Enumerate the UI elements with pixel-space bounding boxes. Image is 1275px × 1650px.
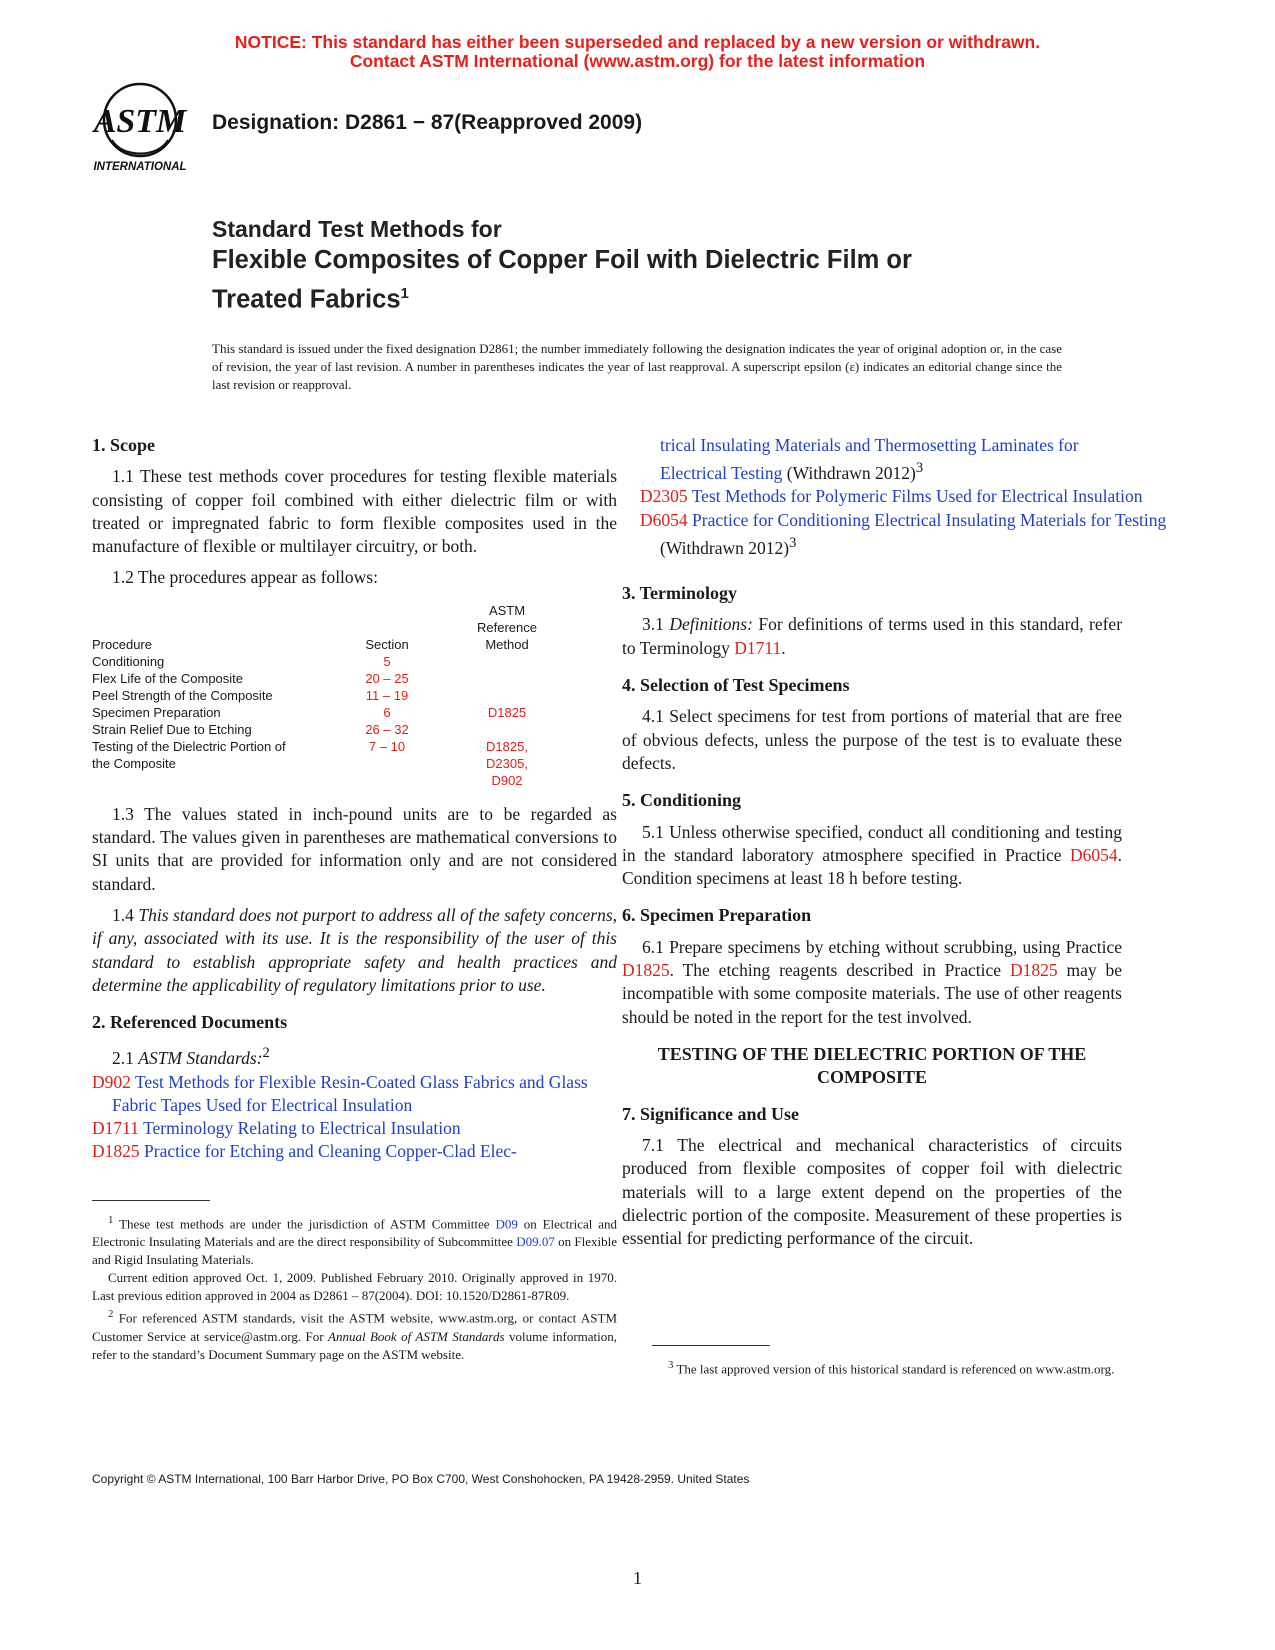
- document-title: [212, 214, 1112, 317]
- paragraph: [92, 1042, 617, 1070]
- table-cell[interactable]: 6: [383, 704, 391, 720]
- committee-link[interactable]: D09: [495, 1216, 518, 1232]
- copyright-line: Copyright © ASTM International, 100 Barr Harbor Drive, PO Box C700, West Conshohocken, PA 19428-2959. United States: [92, 1472, 750, 1486]
- paragraph: 1.1 These test methods cover procedures for testing flexible materials consisting of copper foil combined with either dielectric film or with treated or impregnated fabric to form flexible composites used in the manufacture of flexible or multilayer circuitry, or both.: [92, 466, 617, 557]
- supersede-notice: [0, 33, 1275, 71]
- table-row: [92, 687, 572, 704]
- table-row: [92, 653, 572, 670]
- standard-link[interactable]: D1825: [622, 960, 670, 980]
- paragraph-number: 2.1: [112, 1048, 134, 1069]
- table-cell: [442, 721, 572, 738]
- title-line-2: Flexible Composites of Copper Foil with Dielectric Film or: [212, 246, 912, 274]
- paragraph: 1.3 The values stated in inch-pound units are to be regarded as standard. The values given in parentheses are mathematical conversions to SI units that are provided for information only and are not considered standard.: [92, 803, 617, 894]
- table-cell[interactable]: D902: [491, 772, 523, 788]
- table-cell: Specimen Preparation: [92, 704, 221, 720]
- astm-logo: [92, 82, 192, 174]
- table-cell: [442, 653, 572, 670]
- right-column: [622, 434, 1182, 1259]
- designation: Designation: D2861 − 87(Reapproved 2009): [212, 111, 643, 134]
- section-heading: 3. Terminology: [622, 583, 738, 604]
- paragraph-text: 5.1 Unless otherwise specified, conduct all conditioning and testing in the standard laboratory atmosphere specified in Practice: [622, 821, 1122, 865]
- reference-title[interactable]: Test Methods for Polymeric Films Used for Electrical Insulation: [691, 486, 1143, 507]
- footnote-mark: 2: [262, 1045, 270, 1062]
- paragraph-text: .: [781, 637, 786, 658]
- paragraph-number: 1.4: [112, 904, 134, 925]
- reference-code[interactable]: D902: [92, 1071, 131, 1092]
- footnote-text: on Flexible and Rigid Insulating Materials.: [92, 1234, 618, 1268]
- logo-letters: ASTM: [93, 103, 187, 140]
- table-row: [92, 670, 572, 687]
- table-header: Reference: [477, 619, 537, 635]
- table-row: [92, 755, 572, 772]
- reference-title[interactable]: Test Methods for Flexible Resin-Coated Glass Fabrics and Glass Fabric Tapes Used for Electrical Insulation: [112, 1071, 588, 1115]
- reference-title[interactable]: Practice for Etching and Cleaning Copper-Clad Elec-: [144, 1141, 517, 1162]
- footnote-mark: 3: [789, 535, 797, 552]
- footnote-text: Annual Book of ASTM Standards: [328, 1328, 505, 1344]
- table-cell[interactable]: 5: [383, 653, 391, 669]
- paragraph-number: 3.1: [642, 614, 664, 635]
- reference-code[interactable]: D2305: [640, 486, 688, 507]
- table-row: [92, 721, 572, 738]
- table-row: [92, 772, 572, 789]
- table-cell[interactable]: 11 – 19: [365, 687, 409, 703]
- section-heading: 5. Conditioning: [622, 790, 742, 811]
- withdrawn-note: (Withdrawn 2012): [660, 537, 790, 558]
- part-heading: TESTING OF THE DIELECTRIC PORTION OF THE COMPOSITE: [657, 1043, 1087, 1087]
- footnote-divider: [652, 1345, 770, 1346]
- reference-item[interactable]: [92, 1140, 617, 1163]
- table-header: ASTM: [488, 602, 526, 618]
- footnote: [92, 1211, 617, 1269]
- paragraph-text: . Condition specimens at least 18 h before testing.: [622, 844, 1122, 889]
- table-cell[interactable]: 7 – 10: [368, 738, 406, 754]
- title-line-3: Treated Fabrics: [212, 285, 401, 314]
- reference-title[interactable]: Terminology Relating to Electrical Insulation: [143, 1118, 461, 1139]
- footnote: [652, 1356, 1182, 1378]
- paragraph: [622, 821, 1122, 891]
- withdrawn-note: (Withdrawn 2012): [786, 463, 916, 484]
- astm-standards-label: ASTM Standards:: [138, 1048, 263, 1069]
- paragraph-text: 6.1 Prepare specimens by etching without scrubbing, using Practice: [642, 936, 1122, 957]
- safety-statement: This standard does not purport to address all of the safety concerns, if any, associated with its use. It is the responsibility of the user of this standard to establish appropriate safety and health practices and determine the applicability of regulatory limitations prior to use.: [92, 904, 618, 995]
- table-cell[interactable]: D1825,: [486, 738, 528, 754]
- title-footnote-mark: 1: [400, 285, 409, 302]
- reference-title[interactable]: trical Insulating Materials and Thermosetting Laminates for Electrical Testing: [660, 435, 1079, 484]
- definitions-label: Definitions:: [669, 614, 753, 635]
- table-cell: Conditioning: [92, 653, 165, 669]
- page-number: 1: [633, 1568, 642, 1588]
- footnotes-right: [652, 1345, 1182, 1378]
- paragraph-text: For definitions of terms used in this standard, refer to Terminology: [622, 614, 1123, 658]
- paragraph: 4.1 Select specimens for test from portions of material that are free of obvious defects, unless the purpose of the test is to evaluate these defects.: [622, 706, 1122, 773]
- table-header: Method: [485, 636, 529, 652]
- table-header: Section: [365, 636, 409, 652]
- standard-link[interactable]: D6054: [1069, 844, 1118, 865]
- reference-item[interactable]: [640, 509, 1182, 560]
- footnote-text: These test methods are under the jurisdiction of ASTM Committee: [119, 1216, 490, 1232]
- section-heading: 2. Referenced Documents: [92, 1012, 288, 1033]
- footnote-mark: 3: [915, 460, 924, 477]
- paragraph: 7.1 The electrical and mechanical characteristics of circuits produced from flexible composites of copper foil with dielectric materials will to a large extent depend on the properties of the dielectric portion of the composite. Measurement of these properties is essential for predicting performance of the circuit.: [622, 1135, 1122, 1249]
- reference-item[interactable]: [640, 485, 1182, 508]
- table-cell: Peel Strength of the Composite: [92, 687, 273, 703]
- paragraph-text: . The etching reagents described in Practice: [669, 960, 1002, 980]
- footnote-text: volume information, refer to the standard’s Document Summary page on the ASTM website.: [92, 1328, 618, 1362]
- section-heading: 6. Specimen Preparation: [622, 905, 812, 926]
- table-cell: the Composite: [92, 755, 176, 771]
- left-column: [92, 434, 617, 1164]
- right-column-body: [622, 582, 1122, 1251]
- reference-item[interactable]: [92, 1071, 617, 1118]
- table-cell[interactable]: D1825: [487, 704, 527, 720]
- table-cell: [332, 772, 442, 789]
- paragraph: 1.2 The procedures appear as follows:: [112, 567, 378, 588]
- table-cell: [442, 687, 572, 704]
- title-line-1: Standard Test Methods for: [212, 216, 502, 242]
- footnote: Current edition approved Oct. 1, 2009. Published February 2010. Originally approved in 1970. Last previous edition approved in 2004 as D2861 – 87(2004). DOI: 10.1520/D2861-87R09.: [92, 1270, 617, 1304]
- footnote-mark: 2: [108, 1308, 114, 1321]
- footnote-text: For referenced ASTM standards, visit the ASTM website, www.astm.org, or contact ASTM Customer Service at service@astm.org. For: [92, 1310, 618, 1344]
- paragraph: [622, 613, 1122, 660]
- table-cell: [442, 670, 572, 687]
- footnotes-left: [92, 1200, 617, 1364]
- table-cell: Testing of the Dielectric Portion of: [92, 738, 286, 754]
- section-heading: 1. Scope: [92, 435, 155, 455]
- reference-title[interactable]: Practice for Conditioning Electrical Insulating Materials for Testing: [692, 509, 1167, 530]
- paragraph-text: may be incompatible with some composite materials. The use of other reagents should be noted in the report for the test involved.: [622, 960, 1122, 1027]
- footnote-mark: 3: [668, 1359, 674, 1371]
- logo-org: INTERNATIONAL: [93, 161, 187, 173]
- reference-code[interactable]: D1825: [92, 1141, 140, 1162]
- standard-link[interactable]: D1711: [734, 637, 782, 658]
- footnote-text: on Electrical and Electronic Insulating Materials and are the direct responsibility of Subcommittee: [92, 1216, 618, 1250]
- section-heading: 4. Selection of Test Specimens: [622, 675, 850, 696]
- paragraph: [92, 904, 617, 997]
- issue-note: This standard is issued under the fixed designation D2861; the number immediately following the designation indicates the year of original adoption or, in the case of revision, the year of last revision. A number in parentheses indicates the year of last reapproval. A superscript epsilon (ε) indicates an editorial change since the last revision or reapproval.: [212, 341, 1062, 392]
- standard-link[interactable]: D1825: [1009, 960, 1058, 980]
- table-cell[interactable]: 26 – 32: [365, 721, 409, 737]
- reference-item[interactable]: [92, 1117, 617, 1140]
- table-row: [92, 738, 572, 755]
- subcommittee-link[interactable]: D09.07: [516, 1234, 555, 1250]
- table-cell[interactable]: 20 – 25: [365, 670, 409, 686]
- footnote-divider: [92, 1200, 210, 1201]
- table-cell: [92, 772, 332, 789]
- paragraph: [622, 936, 1122, 1029]
- reference-code[interactable]: D1711: [92, 1118, 139, 1139]
- table-row: [92, 704, 572, 721]
- notice-line-2: Contact ASTM International (www.astm.org) for the latest information: [349, 51, 926, 71]
- notice-line-1: NOTICE: This standard has either been superseded and replaced by a new version or withdrawn.: [234, 32, 1041, 52]
- reference-code[interactable]: D6054: [640, 509, 688, 530]
- reference-item-continued[interactable]: [652, 434, 1130, 485]
- table-cell[interactable]: D2305,: [486, 755, 528, 771]
- footnote: [92, 1305, 617, 1363]
- section-heading: 7. Significance and Use: [622, 1103, 800, 1124]
- table-cell: [332, 755, 442, 772]
- table-cell: Flex Life of the Composite: [92, 670, 244, 686]
- table-header: Procedure: [92, 636, 152, 652]
- footnote-mark: 1: [108, 1214, 114, 1226]
- footnote-text: The last approved version of this historical standard is referenced on www.astm.org.: [676, 1361, 1115, 1377]
- table-cell: Strain Relief Due to Etching: [92, 721, 252, 737]
- procedures-table: [92, 602, 572, 789]
